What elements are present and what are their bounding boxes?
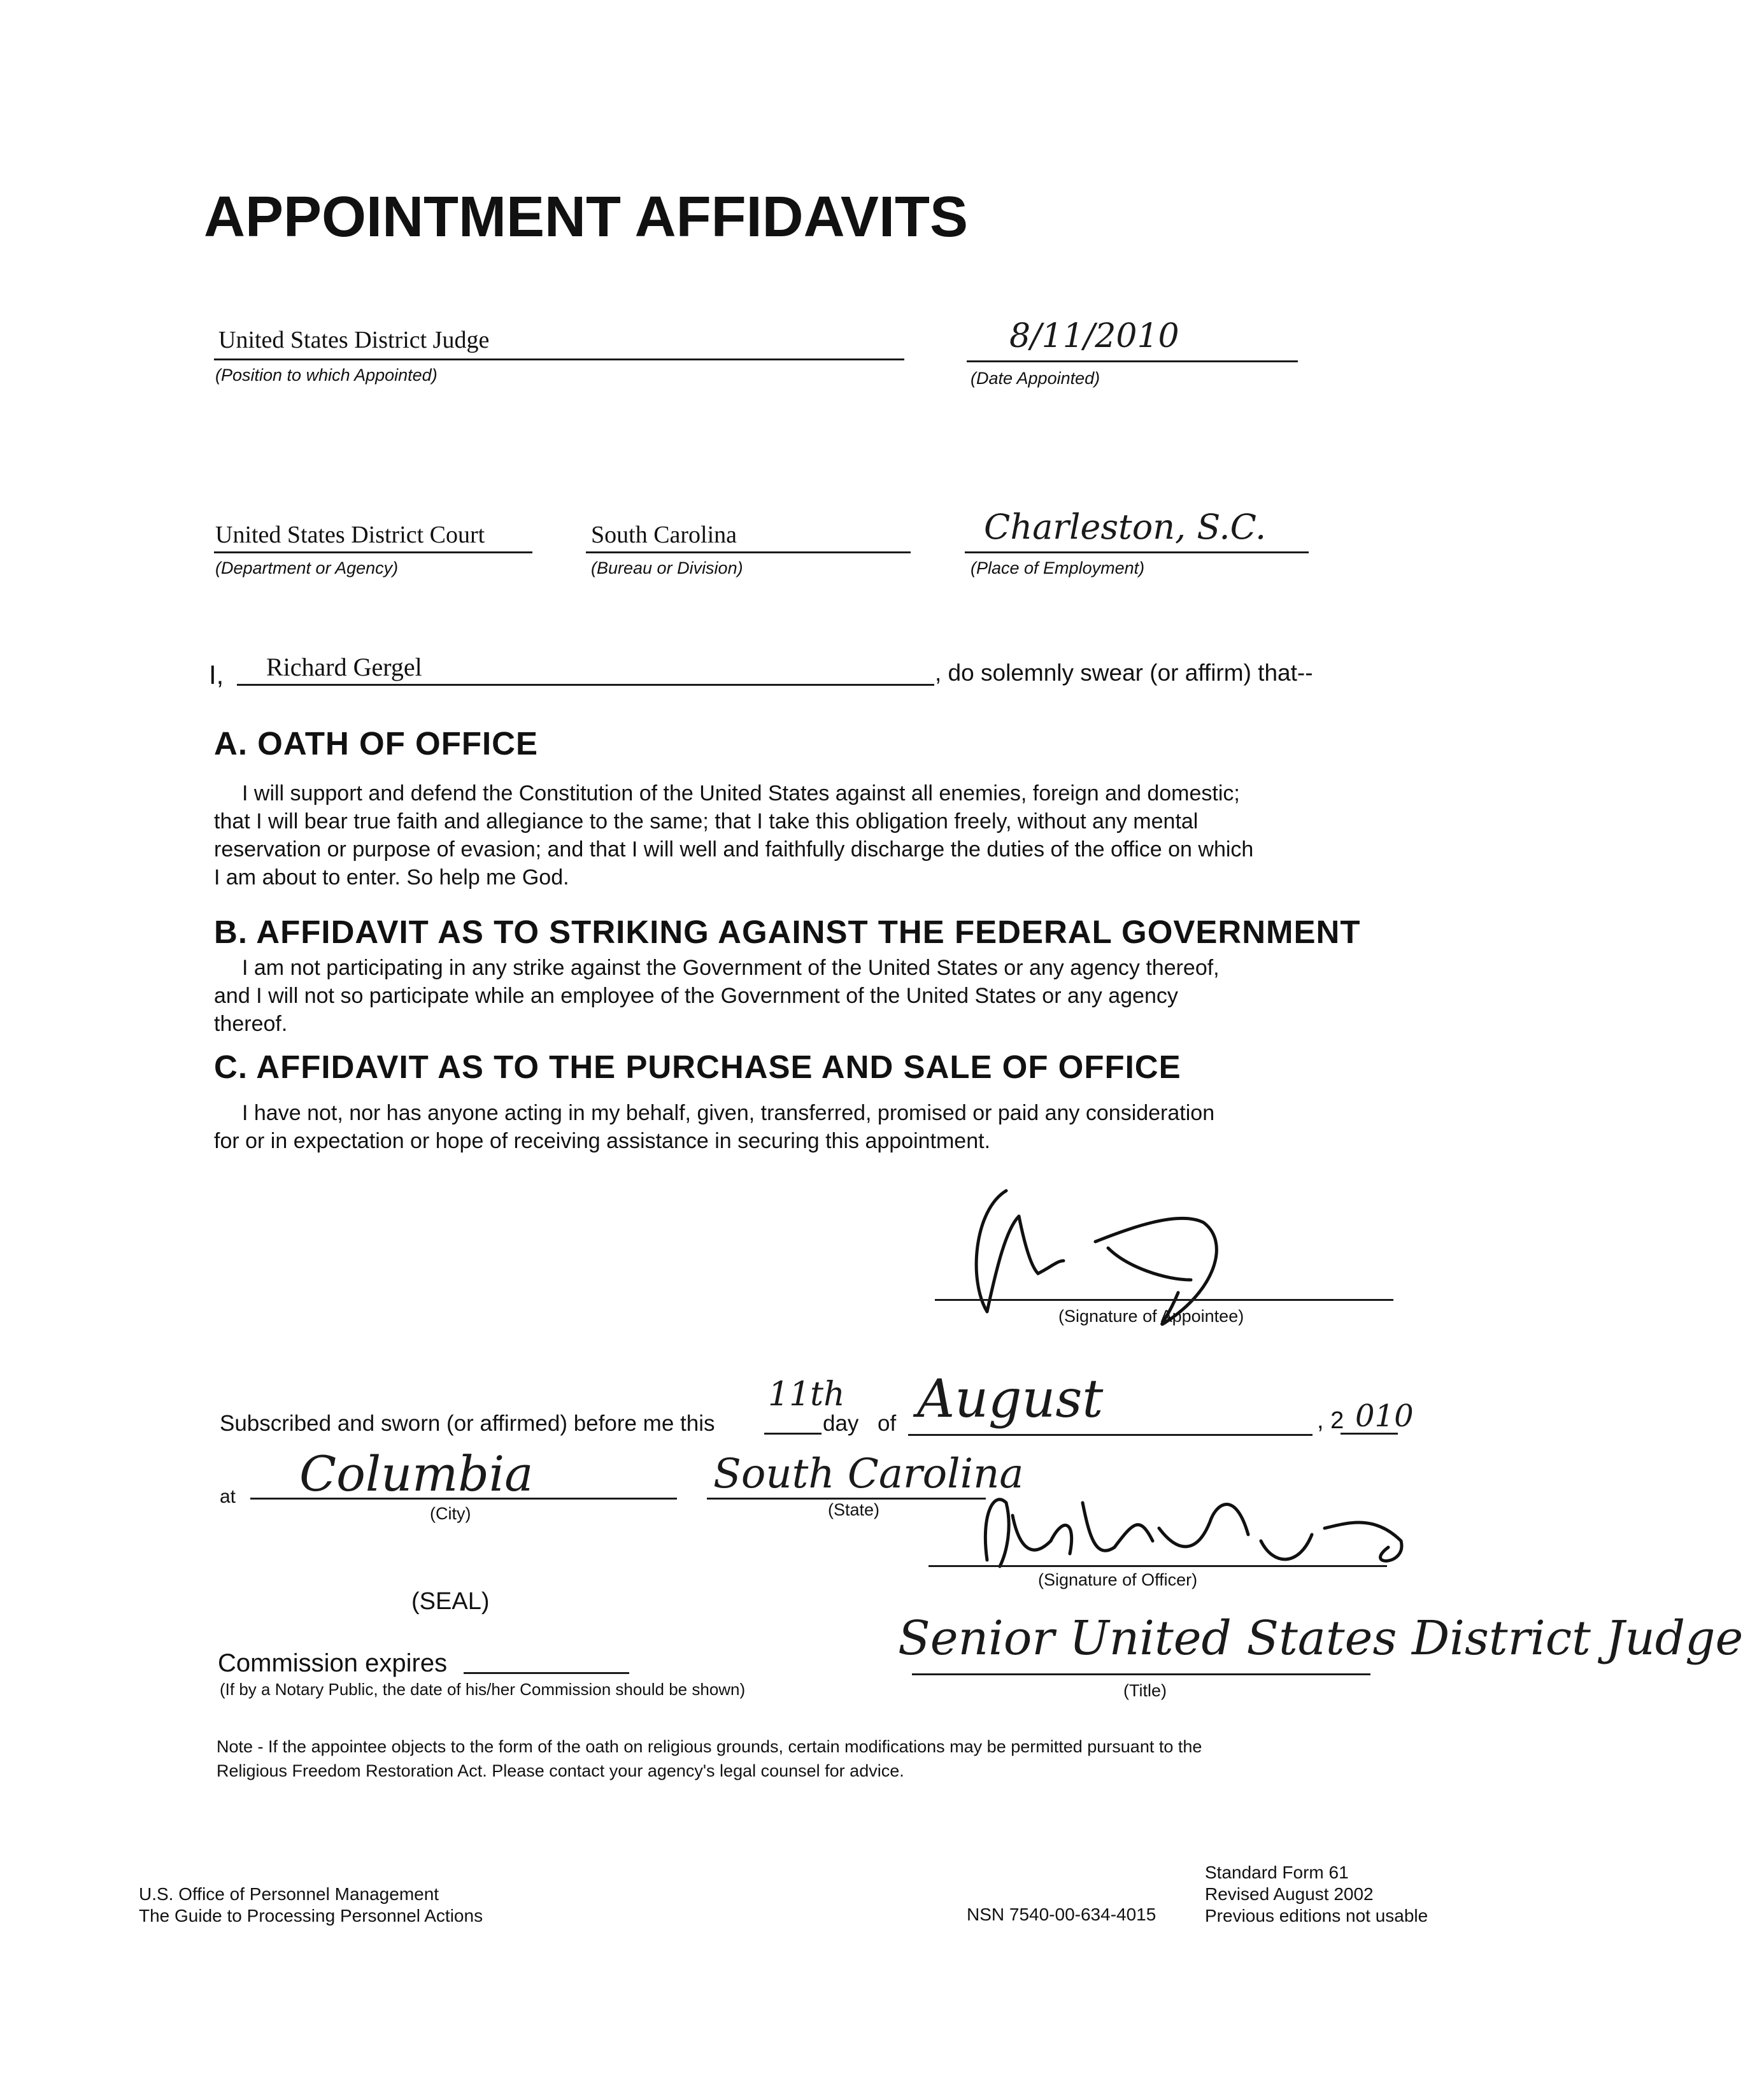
department-line [214,551,532,553]
footer-form-line-1: Standard Form 61 [1205,1862,1349,1882]
date-appointed-value: 8/11/2010 [1009,317,1179,355]
section-a-line-1: I will support and defend the Constitution of the United States against all enemies, foreign and domestic; [242,781,1240,805]
commission-label: Commission expires [218,1649,448,1677]
at-label: at [220,1486,236,1507]
position-line [214,358,904,360]
sworn-year-line [1341,1433,1398,1435]
seal-label: (SEAL) [411,1588,490,1615]
department-value: United States District Court [215,521,485,548]
footer-nsn: NSN 7540-00-634-4015 [967,1905,1156,1924]
section-a-line-2: that I will bear true faith and allegiance to the same; that I take this obligation freely, without any mental [214,809,1199,834]
page-title: APPOINTMENT AFFIDAVITS [204,185,968,249]
footer-form-line-2: Revised August 2002 [1205,1884,1374,1904]
bureau-caption: (Bureau or Division) [591,558,743,578]
state-caption: (State) [828,1500,880,1519]
footer-agency-line-1: U.S. Office of Personnel Management [139,1884,439,1904]
city-line [250,1498,677,1500]
title-caption: (Title) [1123,1681,1167,1700]
name-line [237,684,934,686]
officer-signature-caption: (Signature of Officer) [1038,1570,1198,1589]
date-appointed-caption: (Date Appointed) [971,369,1100,388]
sworn-text: Subscribed and sworn (or affirmed) before me this [220,1411,715,1436]
section-c-title: C. AFFIDAVIT AS TO THE PURCHASE AND SALE OF OFFICE [214,1049,1181,1085]
sworn-month-line [908,1434,1313,1436]
state-line [707,1498,986,1500]
commission-note: (If by a Notary Public, the date of his/her Commission should be shown) [220,1680,746,1699]
position-caption: (Position to which Appointed) [215,365,438,385]
sworn-city: Columbia [299,1445,534,1502]
section-b-line-1: I am not participating in any strike against the Government of the United States or any agency thereof, [242,956,1220,980]
sworn-of-label: of [878,1411,897,1436]
footer-form-line-3: Previous editions not usable [1205,1906,1428,1926]
position-value: United States District Judge [218,327,490,353]
title-line [912,1673,1370,1675]
city-caption: (City) [430,1504,471,1523]
officer-signature-line [928,1565,1387,1567]
section-a-title: A. OATH OF OFFICE [214,725,539,762]
section-a-line-4: I am about to enter. So help me God. [214,865,569,890]
section-c-line-2: for or in expectation or hope of receiving assistance in securing this appointment. [214,1129,991,1153]
section-b-line-3: thereof. [214,1012,288,1036]
place-caption: (Place of Employment) [971,558,1145,578]
appointee-name: Richard Gergel [266,653,422,681]
sworn-year-suffix: 010 [1355,1398,1414,1434]
sworn-month: August [917,1369,1104,1430]
place-line [965,551,1309,553]
commission-line [464,1672,629,1674]
section-b-body [214,954,1475,1038]
section-a-line-3: reservation or purpose of evasion; and that I will well and faithfully discharge the duties of the office on which [214,837,1254,862]
section-a-body [214,779,1475,891]
footer-agency [139,1884,483,1927]
note-line-2: Religious Freedom Restoration Act. Please contact your agency's legal counsel for advice. [217,1761,904,1780]
oath-suffix: , do solemnly swear (or affirm) that-- [935,660,1313,686]
sworn-year-prefix: , 2 [1317,1407,1344,1434]
note [217,1735,1202,1783]
footer-form [1205,1862,1428,1927]
section-b-line-2: and I will not so participate while an employee of the Government of the United States or any agency [214,984,1178,1008]
section-b-title: B. AFFIDAVIT AS TO STRIKING AGAINST THE FEDERAL GOVERNMENT [214,914,1361,950]
sworn-day-label: day [823,1411,859,1436]
oath-prefix: I, [209,660,224,690]
note-line-1: Note - If the appointee objects to the form of the oath on religious grounds, certain modifications may be permitted pursuant to the [217,1737,1202,1756]
officer-title: Senior United States District Judge [898,1611,1743,1666]
section-c-body [214,1099,1475,1155]
sworn-day-line [764,1433,822,1435]
sworn-state: South Carolina [713,1451,1024,1498]
footer-agency-line-2: The Guide to Processing Personnel Actions [139,1906,483,1926]
date-appointed-line [967,360,1298,362]
place-value: Charleston, S.C. [984,507,1267,547]
section-c-line-1: I have not, nor has anyone acting in my behalf, given, transferred, promised or paid any consideration [242,1101,1215,1125]
sworn-day: 11th [768,1375,845,1414]
bureau-value: South Carolina [591,521,737,548]
department-caption: (Department or Agency) [215,558,399,578]
appointee-signature-line [935,1299,1393,1301]
bureau-line [586,551,911,553]
appointee-signature-caption: (Signature of Appointee) [1058,1307,1244,1326]
